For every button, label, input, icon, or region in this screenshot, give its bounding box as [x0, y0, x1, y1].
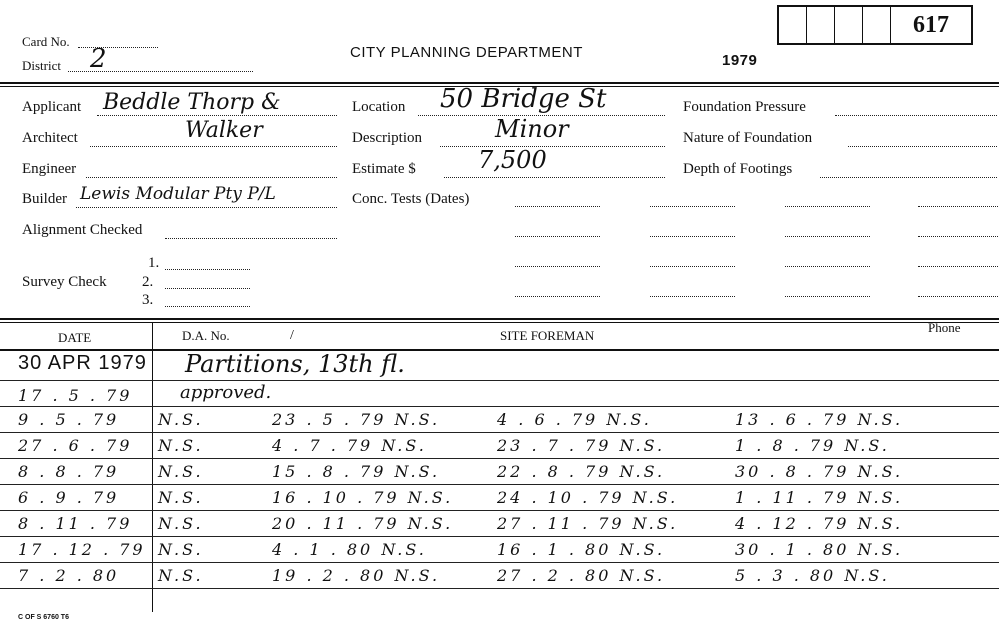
date-header: DATE: [58, 330, 92, 345]
inspection-entry: 4 . 6 . 79 N.S.: [497, 410, 652, 429]
nature-foundation-label: Nature of Foundation: [683, 130, 813, 146]
inspection-entry: 16 . 1 . 80 N.S.: [497, 540, 666, 559]
alignment-label: Alignment Checked: [22, 222, 143, 238]
description-value: Minor: [495, 115, 569, 143]
row-rule: [0, 562, 999, 563]
card-no-label: Card No.: [22, 34, 70, 49]
stamped-date: 30 APR 1979: [18, 352, 147, 374]
conc-line: [918, 296, 998, 297]
conc-line: [650, 206, 735, 207]
conc-line: [918, 266, 998, 267]
empty-box: [807, 7, 835, 43]
estimate-line: [444, 177, 665, 178]
inspection-date: 7 . 2 . 80: [18, 566, 120, 585]
builder-label: Builder: [22, 191, 67, 207]
year: 1979: [722, 52, 758, 69]
row-rule: [0, 406, 999, 407]
description-label: Description: [352, 130, 422, 146]
nature-foundation-line: [848, 146, 997, 147]
alignment-line: [165, 238, 337, 239]
conc-line: [650, 236, 735, 237]
description-line: [440, 146, 665, 147]
footer-code: C OF S 6760 T6: [18, 614, 69, 621]
location-value: 50 Bridge St: [440, 84, 607, 114]
survey-2-label: 2.: [142, 274, 154, 290]
conc-line: [650, 266, 735, 267]
table-top-rule: [0, 318, 999, 320]
inspection-entry: 13 . 6 . 79 N.S.: [735, 410, 904, 429]
builder-value: Lewis Modular Pty P/L: [80, 184, 276, 204]
location-label: Location: [352, 99, 406, 115]
inspection-entry: N.S.: [158, 566, 204, 585]
department-title: CITY PLANNING DEPARTMENT: [350, 44, 583, 61]
row2-note: approved.: [180, 382, 272, 403]
conc-line: [785, 206, 870, 207]
inspection-entry: 15 . 8 . 79 N.S.: [272, 462, 441, 481]
inspection-entry: 27 . 11 . 79 N.S.: [497, 514, 679, 533]
inspection-entry: 30 . 1 . 80 N.S.: [735, 540, 904, 559]
survey-label: Survey Check: [22, 274, 107, 290]
survey-2-line: [165, 288, 250, 289]
conc-line: [515, 296, 600, 297]
row-rule: [0, 432, 999, 433]
table-top-rule-2: [0, 322, 999, 323]
inspection-entry: 4 . 1 . 80 N.S.: [272, 540, 427, 559]
survey-1-label: 1.: [148, 255, 160, 271]
inspection-date: 6 . 9 . 79: [18, 488, 120, 507]
survey-3-line: [165, 306, 250, 307]
row1-note: Partitions, 13th fl.: [185, 350, 405, 378]
conc-tests-label: Conc. Tests (Dates): [352, 191, 470, 207]
row-rule: [0, 380, 999, 381]
inspection-entry: 1 . 11 . 79 N.S.: [735, 488, 904, 507]
conc-line: [918, 206, 998, 207]
inspection-entry: 4 . 12 . 79 N.S.: [735, 514, 904, 533]
inspection-entry: 16 . 10 . 79 N.S.: [272, 488, 454, 507]
phone-header: Phone: [928, 320, 961, 335]
conc-line: [918, 236, 998, 237]
applicant-line: [97, 115, 337, 116]
inspection-entry: N.S.: [158, 488, 204, 507]
inspection-entry: 22 . 8 . 79 N.S.: [497, 462, 666, 481]
inspection-entry: 23 . 7 . 79 N.S.: [497, 436, 666, 455]
inspection-entry: 4 . 7 . 79 N.S.: [272, 436, 427, 455]
inspection-entry: N.S.: [158, 540, 204, 559]
conc-line: [785, 236, 870, 237]
header-rule: [0, 349, 999, 351]
foundation-pressure-line: [835, 115, 997, 116]
survey-1-line: [165, 269, 250, 270]
row2-date: 17 . 5 . 79: [18, 386, 133, 405]
inspection-entry: 24 . 10 . 79 N.S.: [497, 488, 679, 507]
architect-value: Walker: [185, 118, 263, 143]
inspection-entry: 27 . 2 . 80 N.S.: [497, 566, 666, 585]
empty-box: [835, 7, 863, 43]
conc-line: [785, 296, 870, 297]
inspection-entry: 30 . 8 . 79 N.S.: [735, 462, 904, 481]
row-rule: [0, 510, 999, 511]
inspection-entry: N.S.: [158, 436, 204, 455]
builder-line: [76, 207, 337, 208]
inspection-entry: N.S.: [158, 462, 204, 481]
inspection-entry: 23 . 5 . 79 N.S.: [272, 410, 441, 429]
card-number-boxes: [777, 5, 973, 45]
inspection-entry: N.S.: [158, 410, 204, 429]
engineer-line: [86, 177, 337, 178]
inspection-date: 8 . 8 . 79: [18, 462, 120, 481]
inspection-date: 9 . 5 . 79: [18, 410, 120, 429]
conc-line: [515, 266, 600, 267]
foundation-pressure-label: Foundation Pressure: [683, 99, 806, 115]
survey-3-label: 3.: [142, 292, 154, 308]
empty-box: [779, 7, 807, 43]
card-number: 617: [913, 11, 949, 38]
row-rule: [0, 458, 999, 459]
date-column-divider: [152, 322, 153, 612]
architect-line: [90, 146, 337, 147]
inspection-entry: 20 . 11 . 79 N.S.: [272, 514, 454, 533]
da-no-header: D.A. No.: [182, 328, 230, 343]
engineer-label: Engineer: [22, 161, 77, 177]
estimate-value: 7,500: [478, 146, 547, 174]
inspection-entry: 5 . 3 . 80 N.S.: [735, 566, 890, 585]
conc-line: [785, 266, 870, 267]
estimate-label: Estimate $: [352, 161, 416, 177]
inspection-date: 8 . 11 . 79: [18, 514, 133, 533]
inspection-entry: 1 . 8 . 79 N.S.: [735, 436, 890, 455]
depth-footings-label: Depth of Footings: [683, 161, 793, 177]
district-label: District: [22, 58, 61, 73]
row-rule: [0, 588, 999, 589]
depth-footings-line: [820, 177, 997, 178]
applicant-label: Applicant: [22, 99, 82, 115]
conc-line: [515, 206, 600, 207]
inspection-date: 17 . 12 . 79: [18, 540, 146, 559]
conc-line: [650, 296, 735, 297]
inspection-entry: N.S.: [158, 514, 204, 533]
applicant-value: Beddle Thorp &: [103, 90, 281, 115]
da-slash: /: [290, 328, 294, 343]
site-foreman-header: SITE FOREMAN: [500, 328, 595, 343]
empty-box: [863, 7, 891, 43]
architect-label: Architect: [22, 130, 78, 146]
district-value: 2: [90, 44, 107, 74]
conc-line: [515, 236, 600, 237]
row-rule: [0, 536, 999, 537]
inspection-date: 27 . 6 . 79: [18, 436, 133, 455]
inspection-entry: 19 . 2 . 80 N.S.: [272, 566, 441, 585]
row-rule: [0, 484, 999, 485]
